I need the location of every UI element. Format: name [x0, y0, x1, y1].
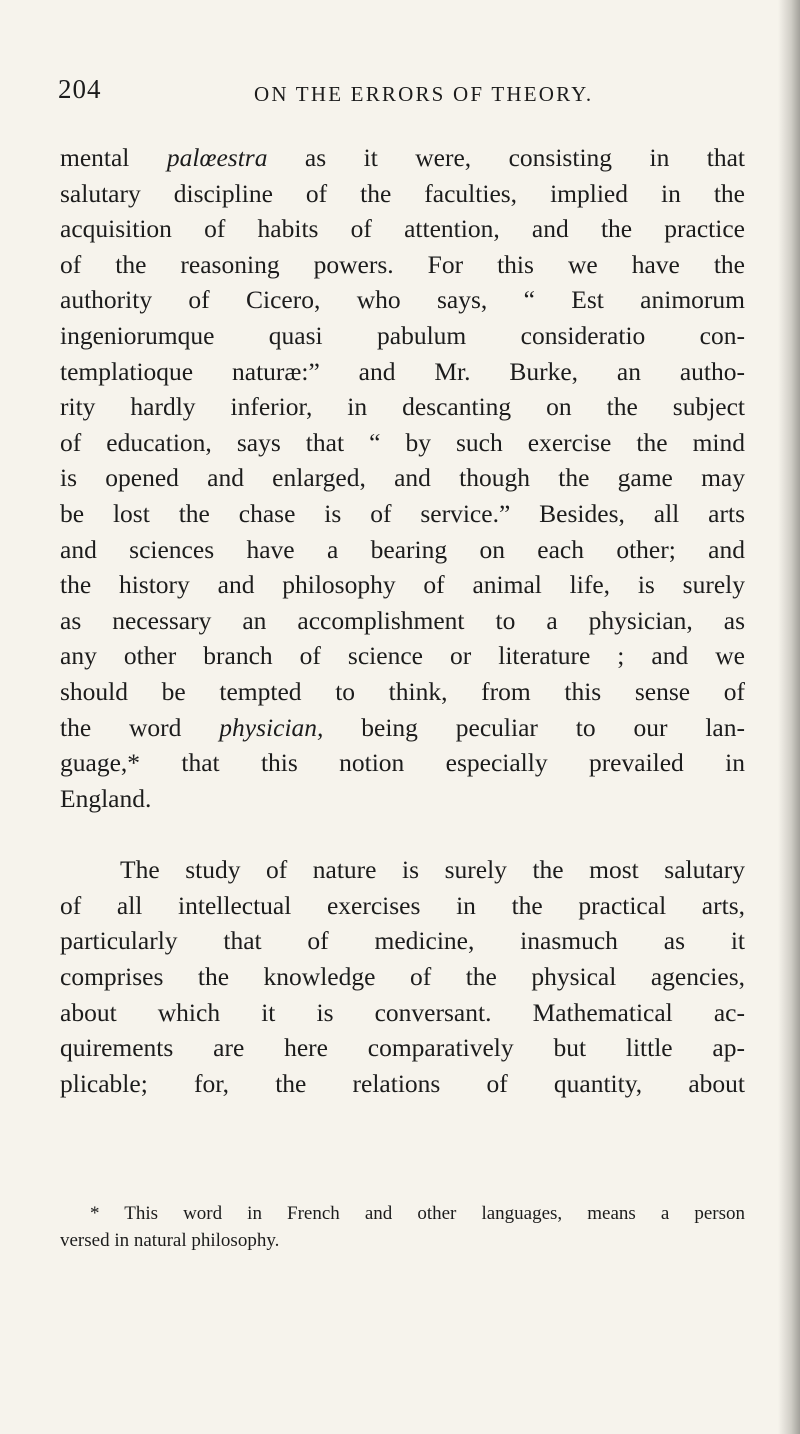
text-line: the history and philosophy of animal life, is surely: [60, 570, 745, 600]
text-line: particularly that of medicine, inasmuch as it: [60, 926, 745, 956]
text-line: comprises the knowledge of the physical agencies,: [60, 962, 745, 992]
text-line: The study of nature is surely the most salutary: [120, 855, 745, 885]
text-line: of the reasoning powers. For this we have the: [60, 249, 745, 279]
footnote-line: versed in natural philosophy.: [60, 1230, 280, 1251]
paragraph-2: [60, 852, 745, 1101]
italic-term: physician,: [219, 712, 324, 742]
text-line: rity hardly inferior, in descanting on the subject: [60, 392, 745, 422]
body-text: [60, 140, 745, 1101]
text-line: ingeniorumque quasi pabulum consideratio con-: [60, 320, 745, 350]
running-head: ON THE ERRORS OF THEORY.: [254, 82, 594, 106]
text-line: templatioque naturæ:” and Mr. Burke, an autho-: [60, 356, 745, 386]
paragraph-gap: [60, 816, 745, 852]
text-line: of education, says that “ by such exercise the mind: [60, 427, 745, 457]
page-edge-shadow: [778, 0, 800, 1434]
text-run: mental: [60, 143, 167, 172]
text-line: England.: [60, 783, 152, 813]
text-line: as necessary an accomplishment to a physician, as: [60, 605, 745, 635]
page-number: 204: [58, 74, 102, 104]
text-line: any other branch of science or literature ; and we: [60, 641, 745, 671]
footnote: [60, 1200, 745, 1254]
text-line: [60, 140, 745, 176]
page-header: [58, 74, 758, 114]
text-line: be lost the chase is of service.” Besides, all arts: [60, 498, 745, 528]
text-line: salutary discipline of the faculties, implied in the: [60, 178, 745, 208]
text-run: as it were, consisting in that: [267, 143, 746, 172]
text-line: is opened and enlarged, and though the game may: [60, 463, 745, 493]
text-run: being peculiar to our lan-: [323, 712, 745, 742]
text-line: plicable; for, the relations of quantity, about: [60, 1068, 745, 1098]
text-run: the word: [60, 712, 220, 742]
footnote-line: * This word in French and other languages, means a person: [90, 1203, 745, 1224]
paragraph-1: [60, 140, 745, 816]
text-line: acquisition of habits of attention, and the practice: [60, 214, 745, 244]
text-line: and sciences have a bearing on each other; and: [60, 534, 745, 564]
text-line: [60, 710, 745, 746]
text-line: of all intellectual exercises in the practical arts,: [60, 890, 745, 920]
text-line: guage,* that this notion especially prevailed in: [60, 748, 745, 778]
text-line: authority of Cicero, who says, “ Est animorum: [60, 285, 745, 315]
text-line: should be tempted to think, from this sense of: [60, 676, 745, 706]
italic-term: palœestra: [166, 143, 268, 172]
text-line: quirements are here comparatively but little ap-: [60, 1033, 745, 1063]
text-line: about which it is conversant. Mathematical ac-: [60, 997, 745, 1027]
